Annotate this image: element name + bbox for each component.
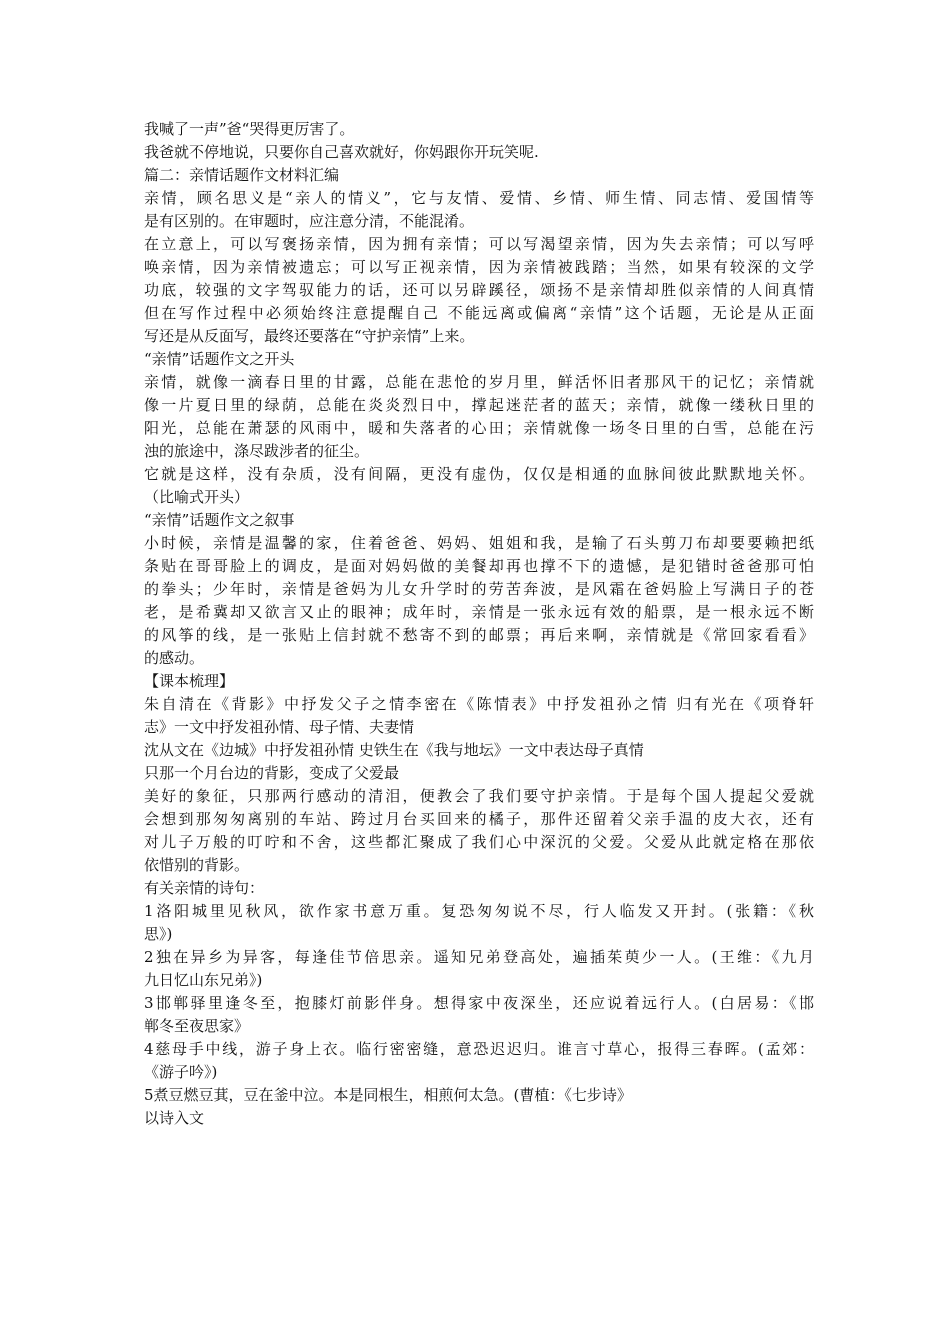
text-line: 沈从文在《边城》中抒发祖孙情 史铁生在《我与地坛》一文中表达母子真情 [144,741,644,759]
text-line: 只那一个月台边的背影，变成了父爱最 [144,764,400,782]
text-line: 5煮豆燃豆萁，豆在釜中泣。本是同根生，相煎何太急。(曹植：《七步诗》 [144,1086,632,1104]
text-line: 它就是这样，没有杂质，没有间隔，更没有虚伪，仅仅是相通的血脉间彼此默默地关怀。 [144,465,814,483]
text-line: 功底，较强的文字驾驭能力的话，还可以另辟蹊径，颂扬不是亲情却胜似亲情的人间真情 [144,281,814,299]
text-line: 的风筝的线，是一张贴上信封就不愁寄不到的邮票；再后来啊，亲情就是《常回家看看》 [144,626,814,644]
text-line: 朱自清在《背影》中抒发父子之情李密在《陈情表》中抒发祖孙之情 归有光在《项脊轩 [144,695,814,713]
text-line: “亲情”话题作文之开头 [144,350,295,368]
text-line: 九日忆山东兄弟》) [144,971,263,989]
text-line: 以诗入文 [144,1109,205,1127]
text-line: 篇二：亲情话题作文材料汇编 [144,166,340,184]
text-line: “亲情”话题作文之叙事 [144,511,295,529]
text-line: 是有区别的。在审题时，应注意分清，不能混淆。 [144,212,475,230]
text-line: 美好的象征，只那两行感动的清泪，便教会了我们要守护亲情。于是每个国人提起父爱就 [144,787,814,805]
text-line: 志》一文中抒发祖孙情、母子情、夫妻情 [144,718,415,736]
text-line: 有关亲情的诗句： [144,879,265,897]
text-line: 写还是从反面写，最终还要落在“守护亲情”上来。 [144,327,475,345]
text-line: 【课本梳理】 [144,672,235,690]
text-line: 条贴在哥哥脸上的调皮，是面对妈妈做的美餐却再也撑不下的遗憾，是犯错时爸爸那可怕 [144,557,814,575]
text-line: 思》) [144,925,173,943]
text-line: 对儿子万般的叮咛和不舍，这些都汇聚成了我们心中深沉的父爱。父爱从此就定格在那依 [144,833,814,851]
text-line: 3邯郸驿里逢冬至，抱膝灯前影伴身。想得家中夜深坐，还应说着远行人。(白居易：《邯 [144,994,814,1012]
text-line: 在立意上，可以写褒扬亲情，因为拥有亲情；可以写渴望亲情，因为失去亲情；可以写呼 [144,235,814,253]
text-line: 像一片夏日里的绿荫，总能在炎炎烈日中，撑起迷茫者的蓝天；亲情，就像一缕秋日里的 [144,396,814,414]
text-line: 会想到那匆匆离别的车站、跨过月台买回来的橘子，那件还留着父亲手温的皮大衣，还有 [144,810,814,828]
text-line: 唤亲情，因为亲情被遗忘；可以写正视亲情，因为亲情被践踏；当然，如果有较深的文学 [144,258,814,276]
text-line: 《游子吟》) [144,1063,218,1081]
text-line: 4慈母手中线，游子身上衣。临行密密缝，意恐迟迟归。谁言寸草心，报得三春晖。(孟郊： [144,1040,814,1058]
document-body [144,118,814,1130]
text-line: 但在写作过程中必须始终注意提醒自己 不能远离或偏离“亲情”这个话题，无论是从正面 [144,304,814,322]
text-line: 的拳头；少年时，亲情是爸妈为儿女升学时的劳苦奔波，是风霜在爸妈脸上写满日子的苍 [144,580,814,598]
text-line: 亲情，就像一滴春日里的甘露，总能在悲怆的岁月里，鲜活怀旧者那风干的记忆；亲情就 [144,373,814,391]
text-line: 1洛阳城里见秋风，欲作家书意万重。复恐匆匆说不尽，行人临发又开封。(张籍：《秋 [144,902,814,920]
text-line: 郸冬至夜思家》 [144,1017,250,1035]
text-line: 小时候，亲情是温馨的家，住着爸爸、妈妈、姐姐和我，是输了石头剪刀布却要要赖把纸 [144,534,814,552]
text-line: （比喻式开头） [144,488,250,506]
text-line: 我爸就不停地说，只要你自己喜欢就好，你妈跟你开玩笑呢. [144,143,539,161]
text-line: 的感动。 [144,649,205,667]
text-line: 依惜别的背影。 [144,856,250,874]
text-line: 2独在异乡为异客，每逢佳节倍思亲。遥知兄弟登高处，遍插茱萸少一人。(王维：《九月 [144,948,814,966]
text-line: 老，是希冀却又欲言又止的眼神；成年时，亲情是一张永远有效的船票，是一根永远不断 [144,603,814,621]
text-line: 浊的旅途中，涤尽跋涉者的征尘。 [144,442,370,460]
text-line: 亲情，顾名思义是“亲人的情义”，它与友情、爱情、乡情、师生情、同志情、爱国情等 [144,189,814,207]
text-line: 阳光，总能在萧瑟的风雨中，暖和失落者的心田；亲情就像一场冬日里的白雪，总能在污 [144,419,814,437]
text-line: 我喊了一声”爸“哭得更厉害了。 [144,120,355,138]
